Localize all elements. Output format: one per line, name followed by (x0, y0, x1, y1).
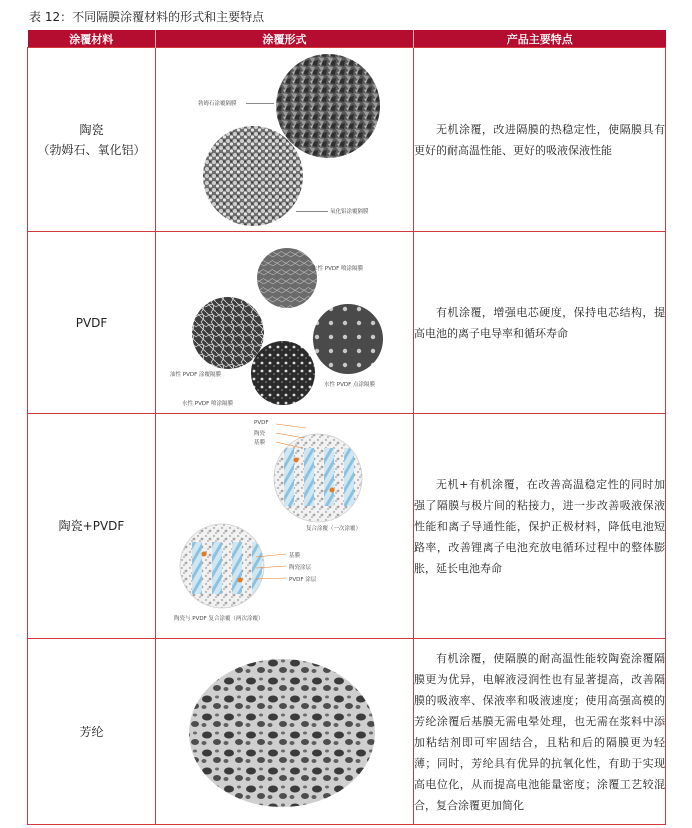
composite-coating-figure (156, 414, 414, 638)
ceramic-sem-figure (156, 48, 414, 231)
fig-label-boehmite: 勃姆石涂覆隔膜 (198, 101, 237, 107)
table-row-aramid (28, 639, 666, 825)
fig-label-ceramic-layer: 陶瓷涂层 (289, 565, 312, 571)
pvdf-sem-figure (156, 232, 414, 413)
fig-label-pvdf: PVDF (254, 420, 269, 426)
feature-cell (414, 414, 666, 639)
material-name: 陶瓷 (79, 122, 104, 137)
fig-label-pvdf-2: 油性 PVDF 涂覆隔膜 (170, 372, 221, 378)
table-row-ceramic-pvdf (28, 414, 666, 639)
feature-text: 无机+有机涂覆，在改善高温稳定性的同时加强了隔膜与极片间的粘接力，进一步改善吸液保液性能和离子导通性能，保护正极材料，降低电池短路率，改善锂离子电池充放电循环过程中的整体膨胀，延长电池寿命 (414, 477, 665, 575)
material-name: PVDF (75, 315, 108, 330)
fig-label-one-step: 复合涂覆（一次涂覆） (306, 526, 362, 532)
header-features: 产品主要特点 (414, 30, 666, 48)
alumina-sem-image (203, 126, 303, 226)
table-row-ceramic (28, 48, 666, 232)
pvdf-dot-image (313, 304, 383, 374)
form-cell (156, 414, 414, 639)
header-material: 涂覆材料 (28, 30, 156, 48)
header-form: 涂覆形式 (156, 30, 414, 48)
aramid-foam-image (189, 659, 375, 807)
fig-label-alumina: 氧化铝涂覆隔膜 (330, 209, 369, 215)
feature-cell (414, 48, 666, 232)
feature-cell (414, 232, 666, 414)
fig-label-base-film: 基膜 (254, 440, 266, 446)
fig-label-base-film-2: 基膜 (289, 553, 301, 559)
fig-label-pvdf-1: 水性 PVDF 喷涂隔膜 (312, 266, 363, 272)
fig-label-two-step: 陶瓷与 PVDF 复合涂覆（两次涂覆） (174, 616, 264, 622)
aramid-sem-figure (156, 639, 414, 824)
material-cell (28, 232, 156, 414)
pvdf-spray-image-2 (251, 341, 315, 405)
material-cell (28, 414, 156, 639)
composite-coating-diagram (156, 414, 414, 638)
ceramic-sem-images (156, 48, 414, 231)
fig-label-pvdf-4: 水性 PVDF 喷涂隔膜 (182, 401, 233, 407)
form-cell (156, 232, 414, 414)
form-cell (156, 48, 414, 232)
pvdf-oil-image (192, 297, 264, 369)
material-subname: （勃姆石、氧化铝） (37, 142, 146, 157)
fig-label-pvdf-3: 水性 PVDF 点涂隔膜 (324, 382, 375, 388)
feature-text: 有机涂覆，增强电芯硬度，保持电芯结构，提高电池的离子电导率和循环寿命 (414, 305, 665, 340)
pvdf-sem-images (156, 232, 414, 413)
material-cell (28, 48, 156, 232)
pvdf-spray-image (257, 248, 317, 308)
feature-cell (414, 639, 666, 825)
table-caption: 表 12：不同隔膜涂覆材料的形式和主要特点 (29, 10, 265, 24)
material-name: 陶瓷+PVDF (58, 519, 125, 533)
two-step-coating-image (176, 522, 276, 612)
material-name: 芳纶 (79, 724, 104, 739)
one-step-coating-image (266, 429, 376, 529)
boehmite-sem-image (276, 54, 380, 158)
fig-label-ceramic: 陶瓷 (254, 431, 266, 437)
feature-text: 有机涂覆，使隔膜的耐高温性能较陶瓷涂覆隔膜更为优异，电解液浸润性也有显著提高，改善隔膜的吸液率、保液率和吸液速度；使用高强高模的芳纶涂覆后基膜无需电晕处理，也无需在浆料中添加粘结剂即可牢固结合，且粘和后的隔膜更为轻薄；同时，芳纶具有优异的抗氧化性，有助于实现高电位化，从而提高电池能量密度；涂覆工艺较混合，复合涂覆更加简化 (414, 651, 665, 812)
fig-label-pvdf-layer: PVDF 涂层 (289, 577, 317, 583)
table-row-pvdf (28, 232, 666, 414)
table-header-row (28, 30, 666, 48)
feature-text: 无机涂覆，改进隔膜的热稳定性，使隔膜具有更好的耐高温性能、更好的吸液保液性能 (414, 122, 665, 157)
coating-materials-table (27, 30, 666, 825)
material-cell (28, 639, 156, 825)
aramid-sem-image (156, 639, 414, 824)
form-cell (156, 639, 414, 825)
